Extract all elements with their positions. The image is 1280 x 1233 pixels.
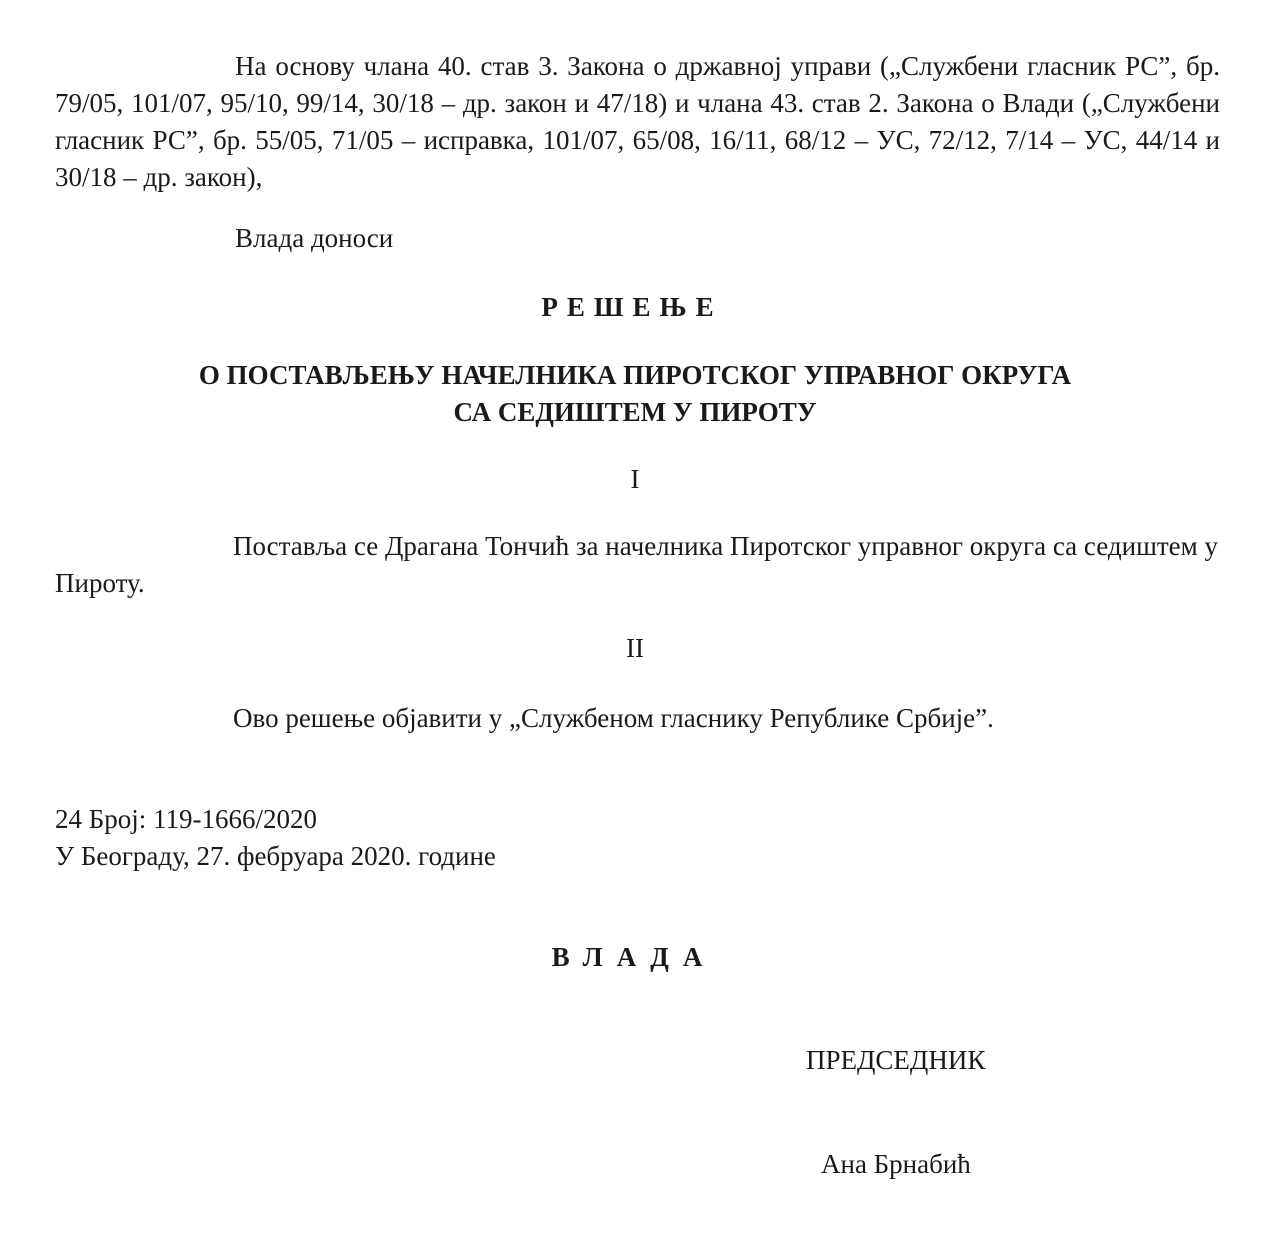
signatory-name: Ана Брнабић: [821, 1149, 971, 1179]
section-text-2: Ово решење објавити у „Службеном гласнику Републике Србије”.: [233, 703, 994, 733]
decision-subject-line-1: О ПОСТАВЉЕЊУ НАЧЕЛНИКА ПИРОТСКОГ УПРАВНОГ ОКРУГА: [198, 360, 1072, 390]
decision-subject-line-2: СА СЕДИШТЕМ У ПИРОТУ: [453, 397, 817, 427]
place-and-date: У Београду, 27. фебруара 2020. године: [55, 841, 496, 871]
section-text-1: Поставља се Драгана Тончић за начелника Пиротског управног округа са седиштем у Пироту.: [55, 531, 1218, 598]
reference-number: 24 Број: 119-1666/2020: [55, 804, 317, 834]
signatory-title: ПРЕДСЕДНИК: [806, 1045, 986, 1075]
government-enacts-line: Влада доноси: [235, 223, 394, 253]
section-number-2: II: [626, 633, 644, 663]
issuer-title: ВЛАДА: [551, 942, 717, 972]
legal-basis-paragraph: На основу члана 40. став 3. Закона о државној управи („Службени гласник РС”, бр. 79/05, 101/07, 95/10, 99/14, 30/18 – др. закон и 47/18) и члана 43. став 2. Закона о Влади („Службени гласник РС”, бр. 55/05, 71/05 – исправка, 101/07, 65/08, 16/11, 68/12 – УС, 72/12, 7/14 – УС, 44/14 и 30/18 – др. закон),: [55, 51, 1220, 192]
decision-subject: [0, 357, 1275, 431]
section-number-1: I: [630, 464, 640, 494]
decision-title: РЕШЕЊЕ: [541, 292, 723, 322]
